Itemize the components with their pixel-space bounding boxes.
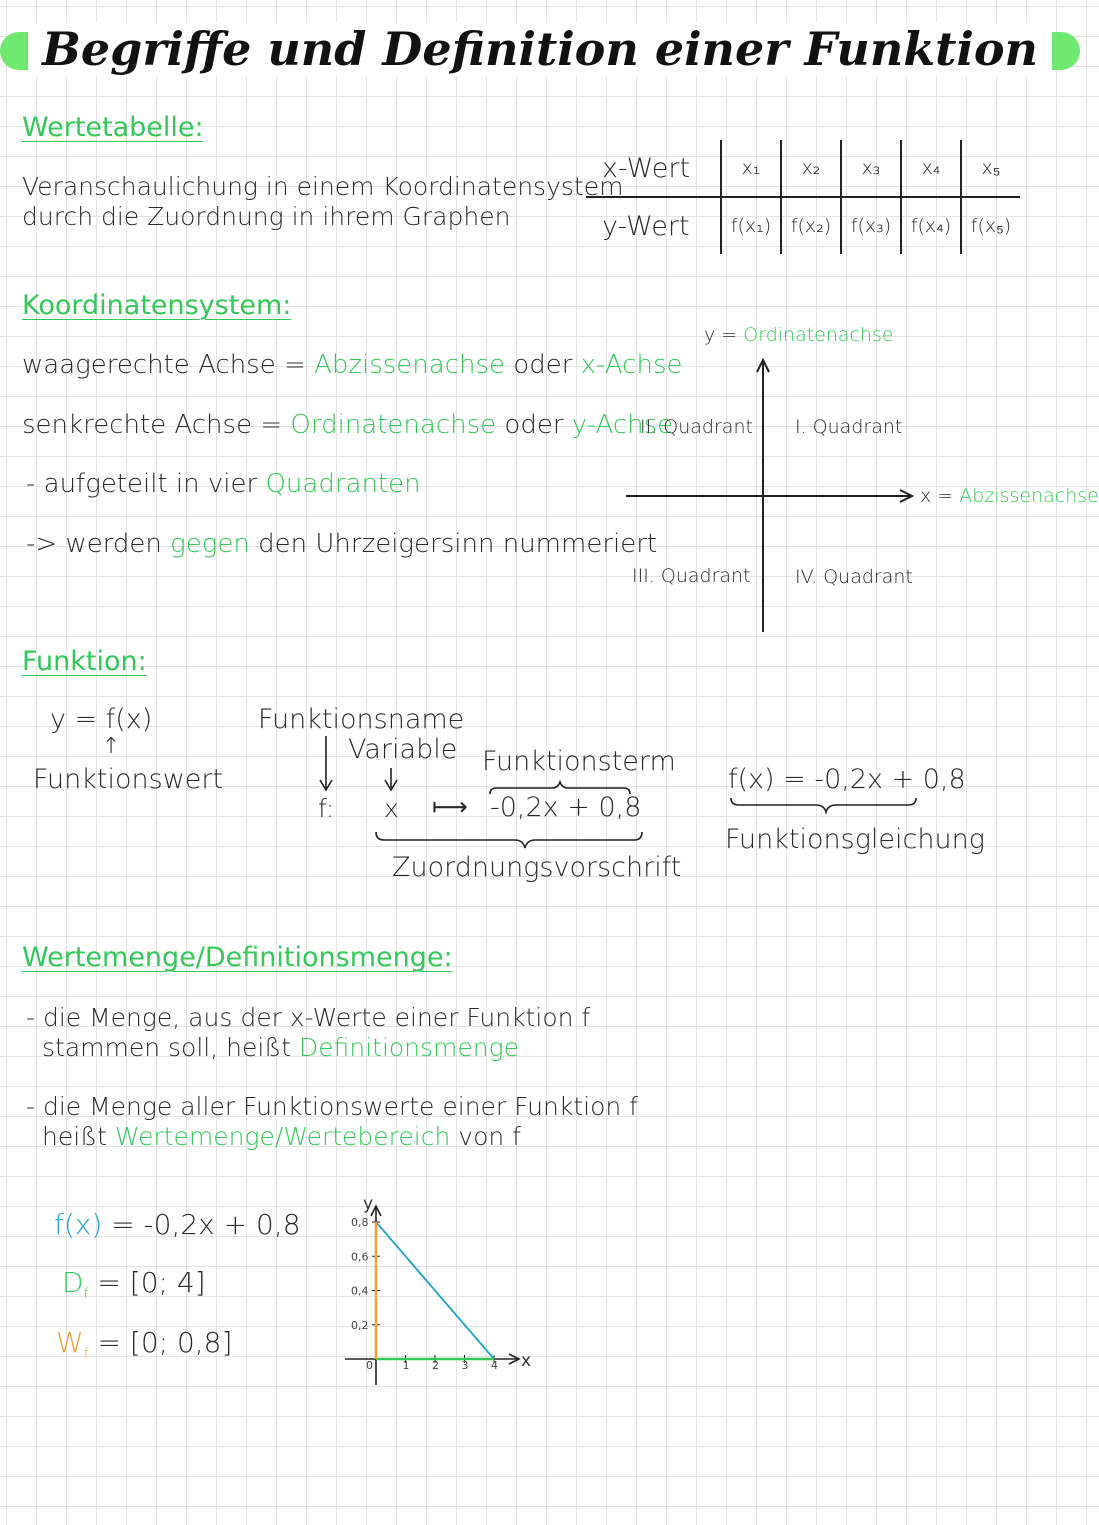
table-cell: x₁ [721, 140, 781, 197]
maps-to-icon: ⟼ [432, 792, 468, 821]
funktionswert-label: Funktionswert [33, 764, 224, 795]
heading-mengen: Wertemenge/Definitionsmenge: [22, 942, 453, 973]
heading-funktion: Funktion: [22, 646, 147, 677]
quadrant-2-label: II. Quadrant [640, 416, 753, 438]
arrow-up-icon: ↑ [102, 734, 121, 759]
variable-x: x [384, 794, 399, 823]
wertetabelle-description: Veranschaulichung in einem Koordinatensystem durch die Zuordnung in ihrem Graphen [22, 172, 624, 231]
heading-koordinatensystem: Koordinatensystem: [22, 290, 292, 321]
text-quadranten: - aufgeteilt in vier Quadranten [26, 469, 421, 499]
quadrant-3-label: III. Quadrant [632, 565, 751, 587]
y-tick-label: 0,8 [351, 1216, 369, 1229]
example-wertemenge: $W_f = [0$; 0,8] [56, 1326, 233, 1363]
x-tick-label: 2 [432, 1359, 439, 1372]
table-header-x: x-Wert [586, 140, 721, 197]
table-cell: f(x₃) [841, 197, 901, 254]
value-table [586, 140, 1020, 254]
quadrant-4-label: IV. Quadrant [795, 566, 913, 588]
table-header-y: y-Wert [602, 210, 690, 242]
y-equals-fx: y = f(x) [50, 704, 153, 735]
table-cell: f(x₅) [961, 197, 1020, 254]
funktion-annotations [300, 710, 660, 860]
y-tick-label: 0,2 [351, 1318, 369, 1332]
x-axis-label: x [521, 1351, 532, 1371]
funktionsname-label: Funktionsname [258, 704, 465, 735]
y-tick-label: 0,6 [351, 1250, 369, 1264]
y-axis-label: y [363, 1194, 374, 1214]
funktionsgleichung-brace [728, 796, 928, 816]
text-uhrzeigersinn: -> werden gegen den Uhrzeigersinn nummeriert [26, 529, 658, 559]
variable-label: Variable [348, 734, 458, 765]
table-cell: x₅ [961, 140, 1020, 197]
table-cell: x₃ [841, 140, 901, 197]
funktionsterm-value: -0,2x + 0,8 [490, 792, 642, 823]
series-line-0 [376, 1222, 494, 1359]
quadrant-1-label: I. Quadrant [795, 416, 903, 438]
table-cell: f(x₁) [721, 197, 781, 254]
funktionsterm-brace [490, 782, 630, 794]
funktionsgleichung-label: Funktionsgleichung [725, 824, 985, 855]
x-axis-label: x = Abzissenachse [920, 485, 1099, 507]
table-cell: f(x₄) [901, 197, 961, 254]
x-tick-label: 0 [366, 1359, 373, 1372]
quadrant-diagram [620, 350, 920, 640]
wertemenge-text: - die Menge aller Funktionswerte einer Funktion f heißt Wertemenge/Wertebereich von f [26, 1092, 638, 1151]
y-tick-label: 0,4 [351, 1284, 369, 1298]
funktionsgleichung-value: f(x) = -0,2x + 0,8 [728, 764, 966, 795]
text-waagerechte-achse: waagerechte Achse = Abzissenachse oder x-Achse [22, 350, 683, 380]
table-cell: x₂ [781, 140, 841, 197]
table-cell: f(x₂) [781, 197, 841, 254]
f-colon: f: [318, 794, 335, 823]
page-title: Begriffe und Definition einer Funktion [0, 22, 1080, 76]
example-function: f(x) = -0,2x + 0,8 [54, 1208, 301, 1241]
x-tick-label: 4 [491, 1359, 498, 1372]
definitionsmenge-text: - die Menge, aus der x-Werte einer Funktion f stammen soll, heißt Definitionsmenge [26, 1003, 591, 1062]
zuordnungsvorschrift-brace [376, 832, 642, 848]
text-senkrechte-achse: senkrechte Achse = Ordinatenachse oder y-Achse [22, 410, 674, 440]
y-axis-label: y = Ordinatenachse [704, 324, 894, 346]
x-tick-label: 1 [402, 1359, 410, 1372]
function-chart [335, 1185, 545, 1400]
funktionsterm-label: Funktionsterm [482, 746, 676, 777]
heading-wertetabelle: Wertetabelle: [22, 112, 204, 143]
x-tick-label: 3 [461, 1359, 469, 1372]
brace-path [731, 798, 916, 812]
table-cell: x₄ [901, 140, 961, 197]
example-definitionsmenge: $D_f = [0$; 4] [62, 1266, 206, 1303]
zuordnungsvorschrift-label: Zuordnungsvorschrift [392, 852, 682, 883]
